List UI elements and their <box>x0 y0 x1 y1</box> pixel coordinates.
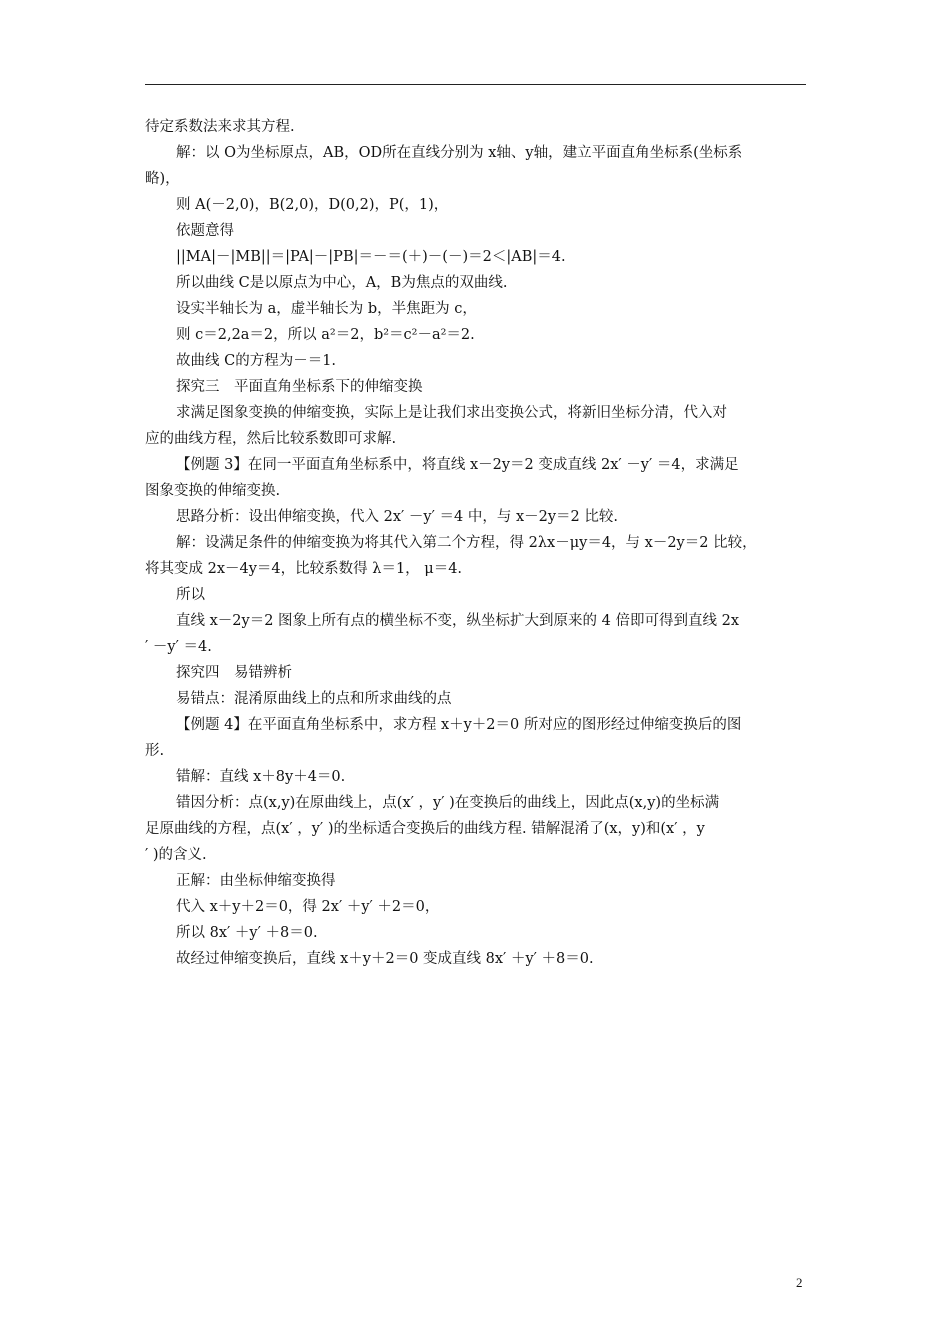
text-line: 解：以 O为坐标原点，AB，OD所在直线分别为 x轴、y轴，建立平面直角坐标系(坐标系 <box>176 145 743 161</box>
text-line: 图象变换的伸缩变换. <box>145 483 281 499</box>
text-line: 代入 x＋y＋2＝0，得 2x′ ＋y′ ＋2＝0， <box>176 899 440 915</box>
text-line: 错解：直线 x＋8y＋4＝0. <box>176 769 346 785</box>
text-line: 思路分析：设出伸缩变换，代入 2x′ －y′ ＝4 中，与 x－2y＝2 比较. <box>176 509 618 525</box>
text-line: 探究四 易错辨析 <box>176 665 292 681</box>
text-line: 应的曲线方程，然后比较系数即可求解. <box>145 431 397 447</box>
text-line: 所以曲线 C是以原点为中心，A，B为焦点的双曲线. <box>176 275 508 291</box>
text-line: ′ )的含义. <box>145 847 207 863</box>
text-line: 将其变成 2x－4y＝4，比较系数得 λ＝1， μ＝4. <box>145 561 463 577</box>
text-line: 略)， <box>145 171 180 187</box>
text-line: 形. <box>145 743 165 759</box>
text-line: 设实半轴长为 a，虚半轴长为 b，半焦距为 c， <box>176 301 477 317</box>
text-line: 【例题 4】在平面直角坐标系中，求方程 x＋y＋2＝0 所对应的图形经过伸缩变换后的图 <box>176 717 742 733</box>
text-line: 所以 <box>176 587 205 603</box>
text-line: ′ －y′ ＝4. <box>145 639 212 655</box>
text-line: 足原曲线的方程，点(x′ ，y′ )的坐标适合变换后的曲线方程. 错解混淆了(x，y)和(x′ ，y <box>145 821 705 837</box>
text-line: 正解：由坐标伸缩变换得 <box>176 873 336 889</box>
text-line: 探究三 平面直角坐标系下的伸缩变换 <box>176 379 423 395</box>
text-line: 则 c＝2,2a＝2，所以 a²＝2，b²＝c²－a²＝2. <box>176 327 475 343</box>
text-line: 所以 8x′ ＋y′ ＋8＝0. <box>176 925 318 941</box>
document-body <box>145 114 815 972</box>
text-line: 【例题 3】在同一平面直角坐标系中，将直线 x－2y＝2 变成直线 2x′ －y′ ＝4，求满足 <box>176 457 739 473</box>
text-line: 故曲线 C的方程为－＝1. <box>176 353 337 369</box>
text-line: 直线 x－2y＝2 图象上所有点的横坐标不变，纵坐标扩大到原来的 4 倍即可得到直线 2x <box>176 613 739 629</box>
text-line: 易错点：混淆原曲线上的点和所求曲线的点 <box>176 691 452 707</box>
text-line: 待定系数法来求其方程. <box>145 119 295 135</box>
header-rule <box>145 84 806 85</box>
text-line: 依题意得 <box>176 223 234 239</box>
text-line: ||MA|－|MB||＝|PA|－|PB|＝－＝(＋)－(－)＝2＜|AB|＝4. <box>176 249 566 265</box>
text-line: 故经过伸缩变换后，直线 x＋y＋2＝0 变成直线 8x′ ＋y′ ＋8＝0. <box>176 951 594 967</box>
text-line: 则 A(－2,0)，B(2,0)，D(0,2)，P(，1)， <box>176 197 449 213</box>
text-line: 解：设满足条件的伸缩变换为将其代入第二个方程，得 2λx－μy＝4，与 x－2y＝2 比较， <box>176 535 757 551</box>
text-line: 错因分析：点(x,y)在原曲线上，点(x′ ，y′ )在变换后的曲线上，因此点(x,y)的坐标满 <box>176 795 720 811</box>
page-number: 2 <box>796 1275 803 1290</box>
text-line: 求满足图象变换的伸缩变换，实际上是让我们求出变换公式，将新旧坐标分清，代入对 <box>176 405 727 421</box>
